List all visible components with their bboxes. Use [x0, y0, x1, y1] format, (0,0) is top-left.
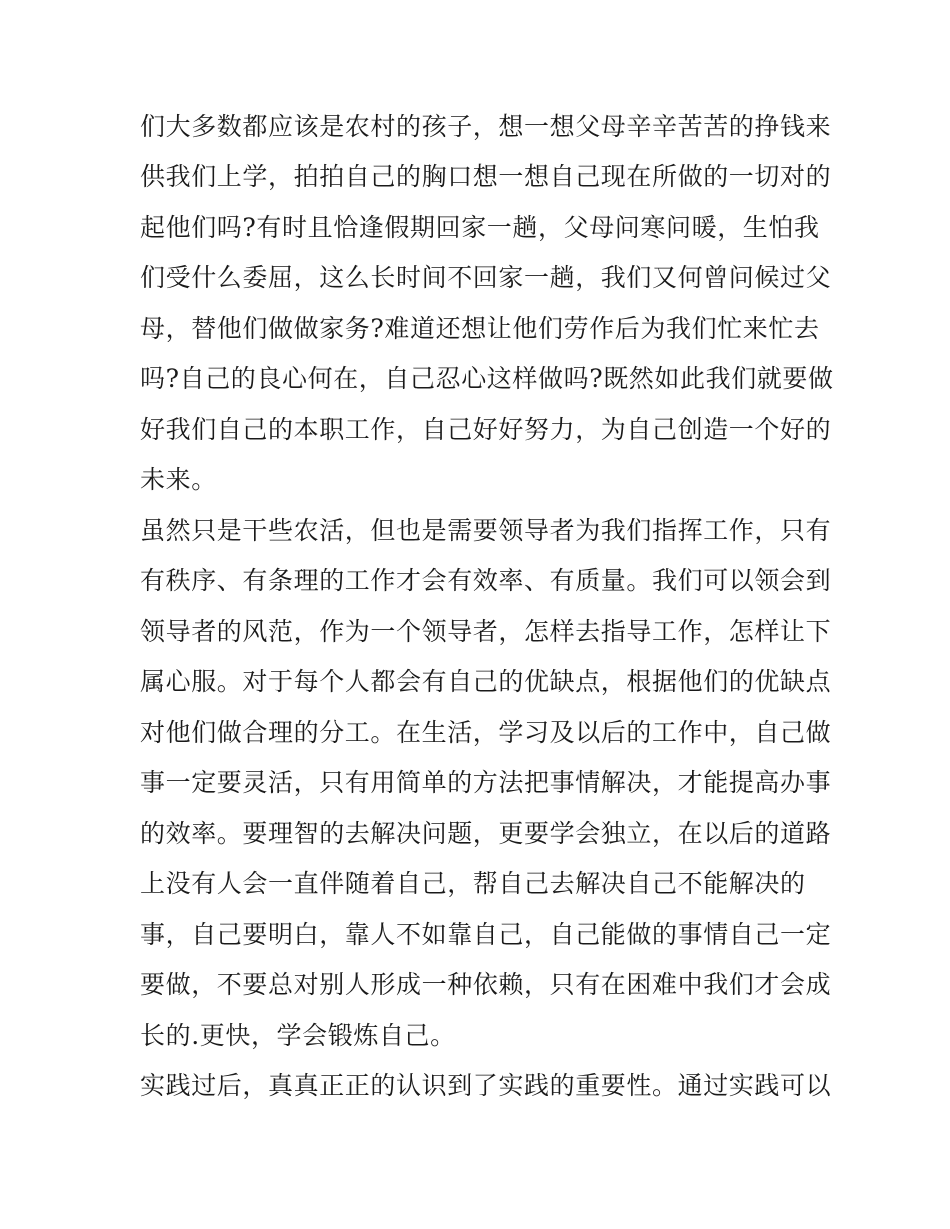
text-line: 上没有人会一直伴随着自己，帮自己去解决自己不能解决的	[140, 869, 806, 898]
text-line: 未来。	[140, 465, 217, 494]
text-line: 事，自己要明白，靠人不如靠自己，自己能做的事情自己一定	[140, 920, 832, 949]
text-line: 要做，不要总对别人形成一种依赖，只有在困难中我们才会成	[140, 970, 832, 999]
text-line: 属心服。对于每个人都会有自己的优缺点，根据他们的优缺点	[140, 667, 832, 696]
text-line: 们大多数都应该是农村的孩子，想一想父母辛辛苦苦的挣钱来	[140, 112, 832, 141]
text-line: 供我们上学，拍拍自己的胸口想一想自己现在所做的一切对的	[140, 162, 832, 191]
text-line: 实践过后，真真正正的认识到了实践的重要性。通过实践可以	[140, 1071, 832, 1100]
text-line: 好我们自己的本职工作，自己好好努力，为自己创造一个好的	[140, 415, 832, 444]
text-line: 对他们做合理的分工。在生活，学习及以后的工作中，自己做	[140, 718, 832, 747]
text-line: 虽然只是干些农活，但也是需要领导者为我们指挥工作，只有	[140, 516, 832, 545]
text-line: 长的.更快，学会锻炼自己。	[140, 1021, 456, 1050]
text-line: 事一定要灵活，只有用简单的方法把事情解决，才能提高办事	[140, 768, 832, 797]
text-line: 母，替他们做做家务?难道还想让他们劳作后为我们忙来忙去	[140, 314, 820, 343]
text-line: 们受什么委屈，这么长时间不回家一趟，我们又何曾问候过父	[140, 263, 832, 292]
text-line: 起他们吗?有时且恰逢假期回家一趟，父母问寒问暖，生怕我	[140, 213, 820, 242]
text-line: 有秩序、有条理的工作才会有效率、有质量。我们可以领会到	[140, 566, 832, 595]
text-line: 领导者的风范，作为一个领导者，怎样去指导工作，怎样让下	[140, 617, 832, 646]
text-line: 的效率。要理智的去解决问题，更要学会独立，在以后的道路	[140, 819, 832, 848]
text-line: 吗?自己的良心何在，自己忍心这样做吗?既然如此我们就要做	[140, 364, 834, 393]
